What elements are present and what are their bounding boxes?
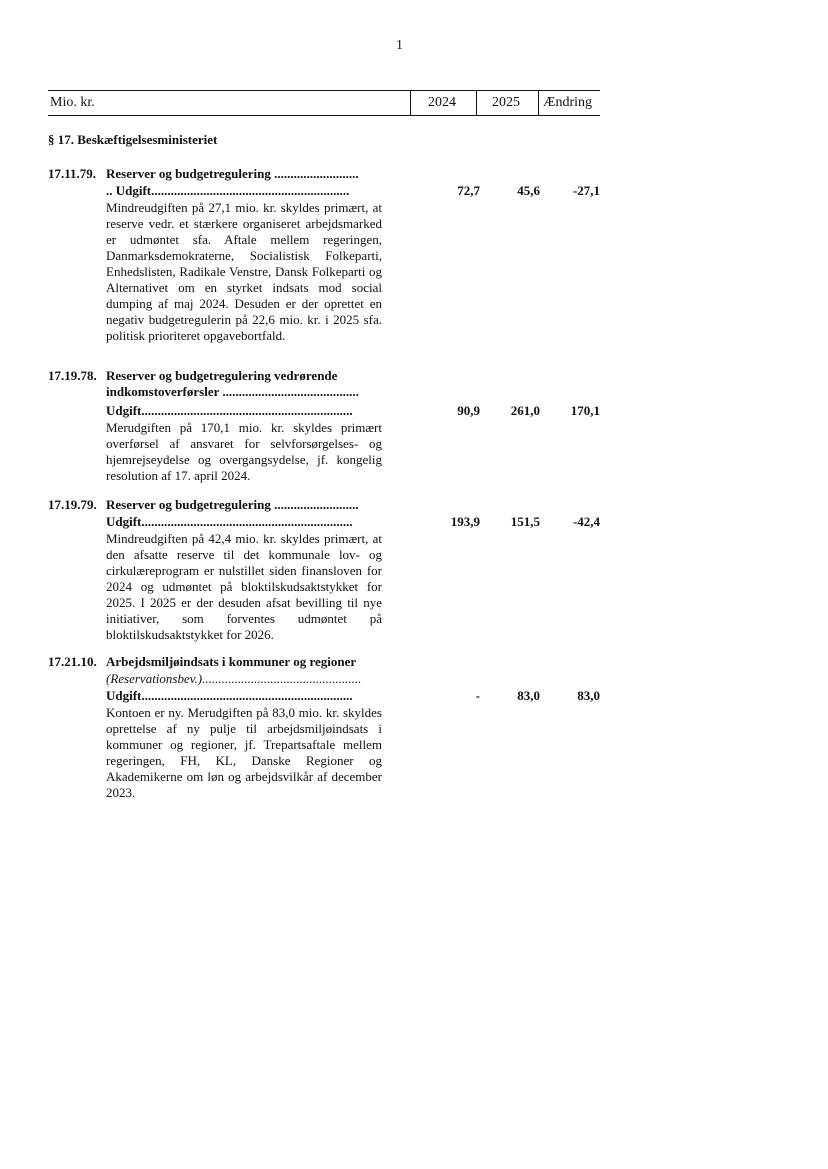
value-change: 170,1 bbox=[570, 403, 600, 418]
value-2024: 193,9 bbox=[450, 514, 480, 529]
udgift-label: .. Udgift............................................................. bbox=[106, 183, 350, 198]
entry-description: Kontoen er ny. Merudgiften på 83,0 mio. kr. skyldes oprettelse af ny pulje til arbejdsmiljøindsats i kommuner og regioner, jf. Trepartsaftale mellem regeringen, FH, KL, Danske Regioner og Akademikerne om løn og arbejdsvilkår af december 2023. bbox=[106, 705, 382, 800]
page-number: 1 bbox=[396, 38, 403, 53]
value-2025: 151,5 bbox=[510, 514, 540, 529]
column-divider bbox=[476, 91, 477, 115]
budget-entry bbox=[48, 497, 608, 642]
account-code: 17.19.79. bbox=[48, 497, 97, 512]
column-divider bbox=[410, 91, 411, 115]
account-code: 17.19.78. bbox=[48, 368, 97, 383]
value-2024: 72,7 bbox=[457, 183, 480, 198]
account-title: Reserver og budgetregulering .......................... bbox=[106, 497, 359, 512]
table-header bbox=[48, 90, 600, 116]
account-subtitle: (Reservationsbev.)................................................. bbox=[106, 671, 362, 686]
entry-description: Mindreudgiften på 27,1 mio. kr. skyldes primært, at reserve vedr. et stærkere organiseret arbejdsmarked er udmøntet sfa. Aftale mellem regeringen, Danmarksdemokraterne, Socialistisk Folkeparti, Enhedslisten, Radikale Venstre, Dansk Folkeparti og Alternativet om en styrket indsats mod social dumping af maj 2024. Desuden er der oprettet en negativ budgetregulerin på 22,6 mio. kr. i 2025 sfa. politisk prioriteret opgavebortfald. bbox=[106, 200, 382, 343]
value-change: 83,0 bbox=[577, 688, 600, 703]
account-code: 17.11.79. bbox=[48, 166, 97, 181]
value-2024: - bbox=[475, 688, 480, 703]
account-title: Reserver og budgetregulering .......................... bbox=[106, 166, 359, 181]
column-header-2025: 2025 bbox=[492, 95, 520, 110]
column-header-change: Ændring bbox=[543, 95, 592, 110]
entry-description: Mindreudgiften på 42,4 mio. kr. skyldes primært, at den afsatte reserve til det kommunale lov- og cirkulæreprogram er nulstillet siden finansloven for 2024 og udmøntet på bloktilskudsaktstykket for 2025. I 2025 er der desuden afsat bevilling til nye initiativer, som forventes udmøntet på bloktilskudsaktstykket for 2026. bbox=[106, 531, 382, 642]
column-divider bbox=[538, 91, 539, 115]
section-title: § 17. Beskæftigelsesministeriet bbox=[48, 132, 218, 147]
column-header-2024: 2024 bbox=[428, 95, 456, 110]
entry-description: Merudgiften på 170,1 mio. kr. skyldes primært overførsel af ansvaret for selvforsørgelses- og hjemrejseydelse og overgangsydelse, jf. kongelig resolution af 17. april 2024. bbox=[106, 420, 382, 483]
value-change: -42,4 bbox=[572, 514, 600, 529]
value-2025: 45,6 bbox=[517, 183, 540, 198]
budget-entry bbox=[48, 166, 608, 356]
budget-entry bbox=[48, 368, 608, 488]
value-2024: 90,9 bbox=[457, 403, 480, 418]
account-title: Arbejdsmiljøindsats i kommuner og regioner bbox=[106, 654, 357, 669]
value-2025: 83,0 bbox=[517, 688, 540, 703]
budget-entry bbox=[48, 654, 608, 799]
udgift-label: Udgift................................................................. bbox=[106, 514, 353, 529]
value-2025: 261,0 bbox=[510, 403, 540, 418]
value-change: -27,1 bbox=[572, 183, 600, 198]
account-title: Reserver og budgetregulering vedrørende indkomstoverførsler .......................................... bbox=[106, 368, 359, 399]
udgift-label: Udgift................................................................. bbox=[106, 403, 353, 418]
account-code: 17.21.10. bbox=[48, 654, 97, 669]
udgift-label: Udgift................................................................. bbox=[106, 688, 353, 703]
unit-label: Mio. kr. bbox=[50, 95, 95, 110]
